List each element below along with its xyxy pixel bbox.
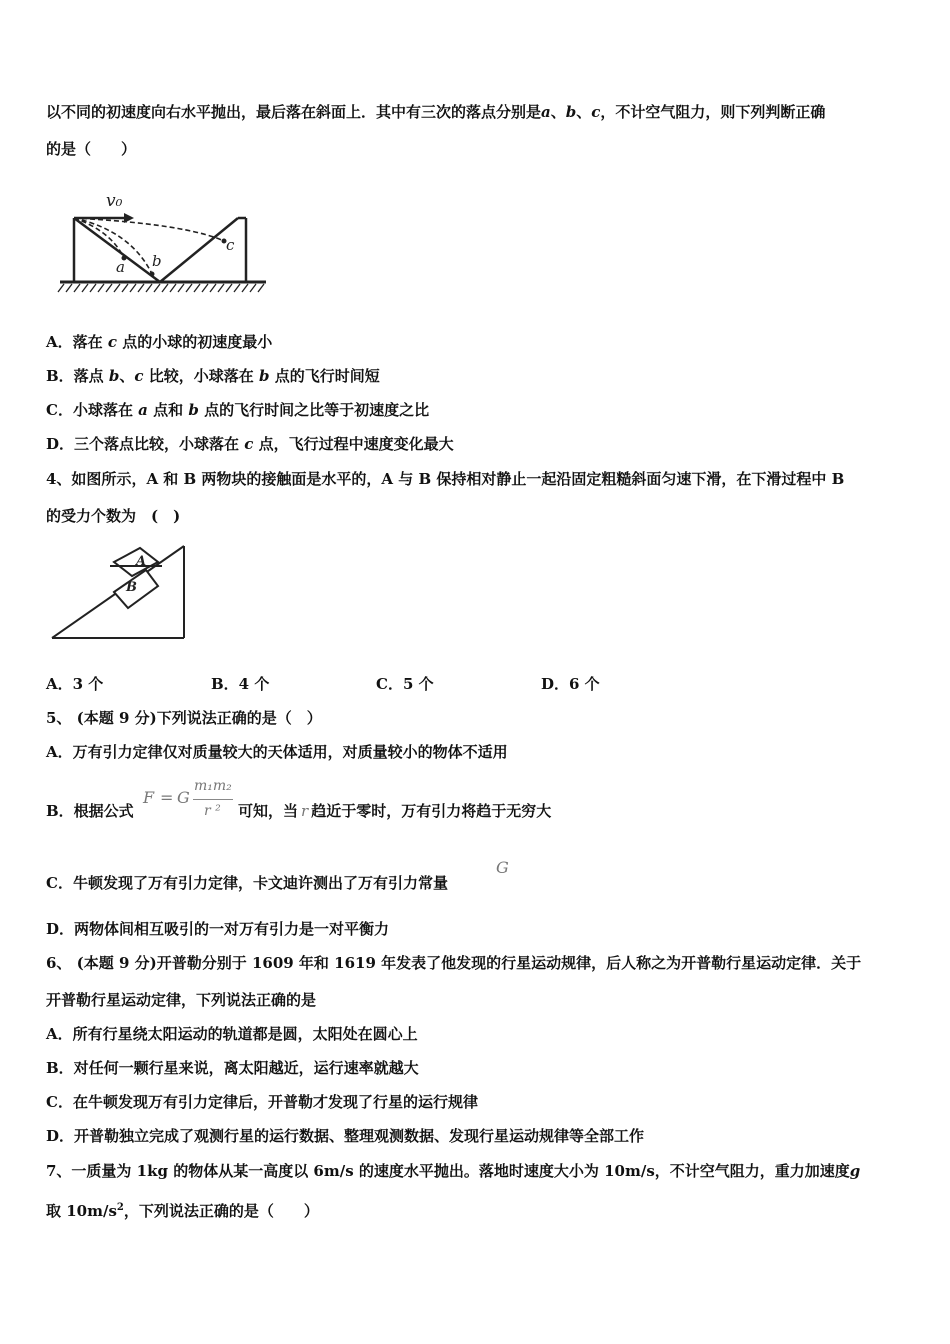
formula-r: r bbox=[301, 802, 309, 820]
q3-opt-b-mid: 、 bbox=[119, 367, 135, 385]
q3-opt-a-pre: A．落在 bbox=[46, 333, 108, 351]
q3-sep1: 、 bbox=[550, 103, 566, 121]
q6-stem-line1: 6、 (本题 9 分)开普勒分别于 1609 年和 1619 年发表了他发现的行星运动规律，后人称之为开普勒行星运动定律．关于 bbox=[46, 954, 862, 972]
constant-G: G bbox=[496, 858, 509, 877]
figure-label-a: a bbox=[116, 258, 125, 276]
q3-opt-c-var: a bbox=[138, 401, 148, 419]
figure-label-b: b bbox=[152, 252, 162, 270]
q3-option-b bbox=[46, 366, 380, 386]
q3-opt-c-post: 点的飞行时间之比等于初速度之比 bbox=[198, 401, 430, 419]
q5-option-b-post bbox=[238, 801, 551, 821]
q3-opt-b-post: 点的飞行时间短 bbox=[269, 367, 380, 385]
q3-stem-text: 以不同的初速度向右水平抛出，最后落在斜面上．其中有三次的落点分别是 bbox=[46, 103, 542, 121]
q3-opt-c-mid: 点和 bbox=[147, 401, 189, 419]
q6-option-b: B．对任何一颗行星来说，离太阳越近，运行速率就越大 bbox=[46, 1059, 419, 1077]
q6-option-d: D．开普勒独立完成了观测行星的运行数据、整理观测数据、发现行星运动规律等全部工作 bbox=[46, 1127, 645, 1145]
q3-opt-b-var2: c bbox=[134, 367, 144, 385]
q4-option-c: C．5 个 bbox=[376, 675, 434, 693]
q6-stem-line2: 开普勒行星运动定律，下列说法正确的是 bbox=[46, 991, 317, 1009]
q3-opt-d-pre: D．三个落点比较，小球落在 bbox=[46, 435, 245, 453]
q3-option-c bbox=[46, 400, 429, 420]
q3-opt-d-var: c bbox=[244, 435, 254, 453]
q5-stem: 5、 (本题 9 分)下列说法正确的是（ ） bbox=[46, 709, 322, 727]
q5-option-d: D．两物体间相互吸引的一对万有引力是一对平衡力 bbox=[46, 920, 390, 938]
q5-option-b-pre: B．根据公式 bbox=[46, 802, 134, 820]
q3-opt-d-post: 点，飞行过程中速度变化最大 bbox=[253, 435, 454, 453]
q4-option-a: A．3 个 bbox=[46, 675, 104, 693]
block-label-b: B bbox=[126, 580, 137, 595]
q6-option-c: C．在牛顿发现万有引力定律后，开普勒才发现了行星的运行规律 bbox=[46, 1093, 478, 1111]
q3-option-d bbox=[46, 434, 454, 454]
q4-stem-line1: 4、如图所示，A 和 B 两物块的接触面是水平的，A 与 B 保持相对静止一起沿固定粗糙斜面匀速下滑，在下滑过程中 B bbox=[46, 470, 845, 488]
q6-option-a: A．所有行星绕太阳运动的轨道都是圆，太阳处在圆心上 bbox=[46, 1025, 418, 1043]
q3-opt-b-mid2: 比较，小球落在 bbox=[143, 367, 260, 385]
q3-sep2: 、 bbox=[576, 103, 592, 121]
q7-stem-post: ，下列说法正确的是（ ） bbox=[123, 1202, 319, 1220]
q3-projectile-figure bbox=[56, 186, 271, 298]
block-label-a: A bbox=[136, 554, 147, 569]
q4-incline-figure bbox=[48, 538, 193, 648]
q7-exponent: 2 bbox=[116, 1202, 124, 1213]
figure-label-c: c bbox=[226, 236, 235, 254]
q3-opt-b-var: b bbox=[108, 367, 120, 385]
formula-G: G bbox=[177, 788, 190, 807]
q7-stem-text: 7、一质量为 1kg 的物体从某一高度以 6m/s 的速度水平抛出。落地时速度大小为 10m/s，不计空气阻力，重力加速度 bbox=[46, 1162, 850, 1180]
q7-stem-pre: 取 10m/s bbox=[46, 1202, 117, 1220]
q5-option-a: A．万有引力定律仅对质量较大的天体适用，对质量较小的物体不适用 bbox=[46, 743, 508, 761]
q7-stem-line2 bbox=[46, 1198, 319, 1221]
q3-stem-line1 bbox=[46, 102, 825, 122]
q5-opt-b-mid: 可知，当 bbox=[238, 802, 299, 820]
q3-stem-text2: ，不计空气阻力，则下列判断正确 bbox=[600, 103, 826, 121]
q3-opt-b-pre: B．落点 bbox=[46, 367, 109, 385]
formula-numerator: m₁m₂ bbox=[194, 778, 232, 794]
q3-opt-b-var3: b bbox=[259, 367, 270, 385]
formula-denominator: r ² bbox=[204, 803, 221, 819]
formula-F: F bbox=[143, 788, 155, 807]
q5-opt-b-text: 趋近于零时，万有引力将趋于无穷大 bbox=[311, 802, 552, 820]
q3-point-c: c bbox=[591, 103, 601, 121]
q7-stem-line1 bbox=[46, 1161, 860, 1181]
q4-stem-line2: 的受力个数为 ( ) bbox=[46, 507, 181, 525]
q7-g-var: g bbox=[849, 1162, 861, 1180]
q3-point-a: a bbox=[541, 103, 551, 121]
q3-opt-a-post: 点的小球的初速度最小 bbox=[117, 333, 273, 351]
q3-opt-a-var: c bbox=[107, 333, 118, 351]
q3-opt-c-pre: C．小球落在 bbox=[46, 401, 139, 419]
formula-eq: = bbox=[160, 788, 174, 807]
v0-label: v₀ bbox=[106, 191, 123, 211]
q5-option-c: C．牛顿发现了万有引力定律，卡文迪许测出了万有引力常量 bbox=[46, 874, 448, 892]
q3-opt-c-var2: b bbox=[188, 401, 199, 419]
q3-stem-line2: 的是（ ） bbox=[46, 140, 137, 158]
q3-point-b: b bbox=[565, 103, 577, 121]
q4-option-b: B．4 个 bbox=[211, 675, 270, 693]
q3-option-a bbox=[46, 332, 272, 352]
q4-option-d: D．6 个 bbox=[541, 675, 600, 693]
fraction-bar bbox=[193, 799, 233, 800]
